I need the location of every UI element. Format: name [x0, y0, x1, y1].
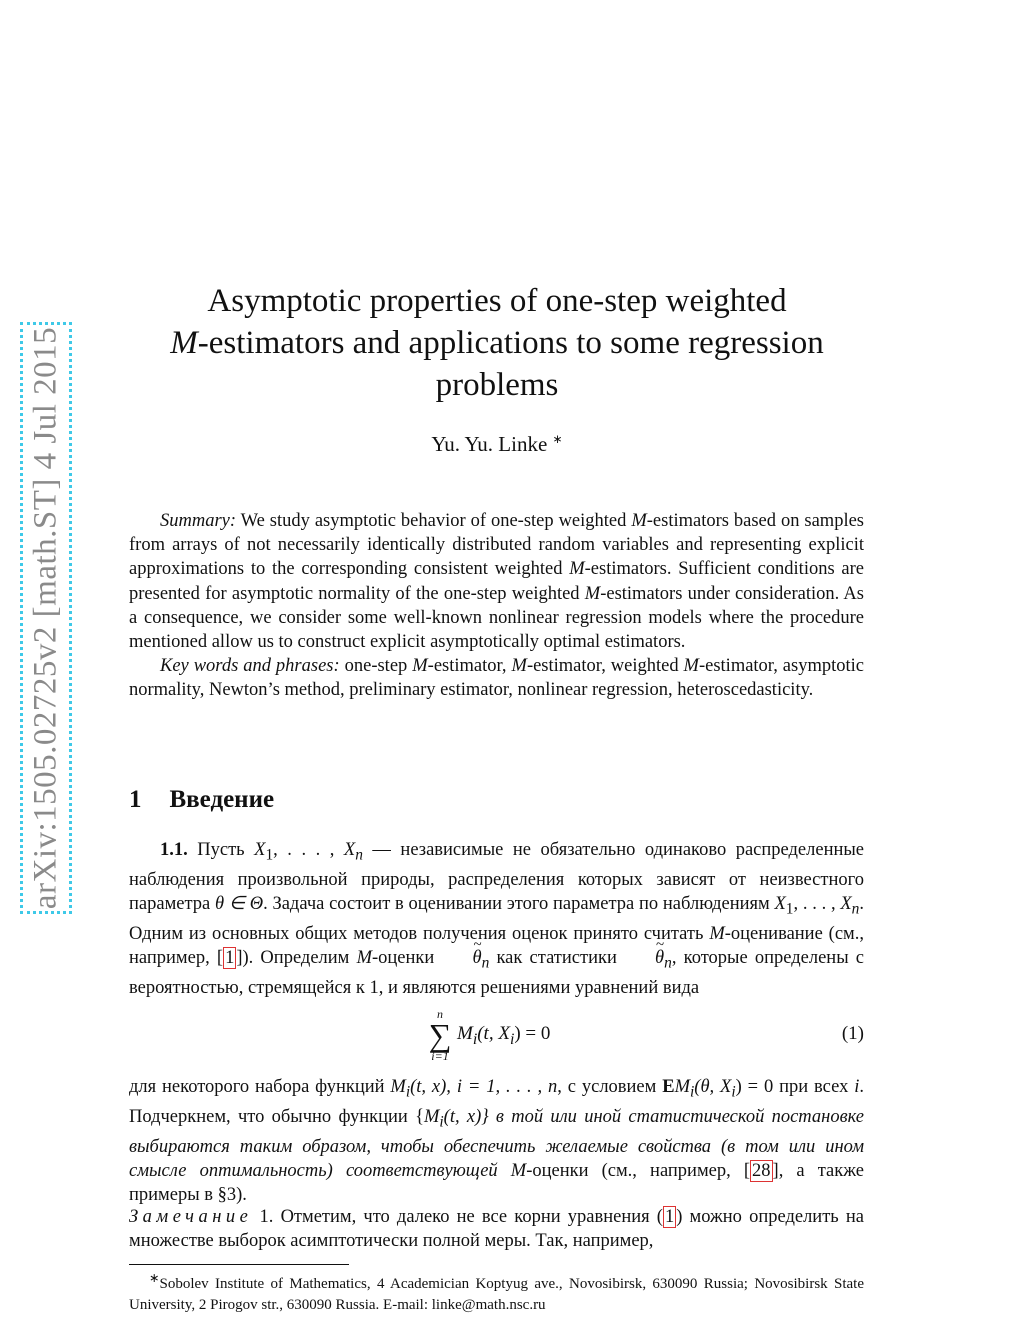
abstract: [129, 509, 864, 703]
title-line-3: problems: [435, 367, 559, 403]
arxiv-identifier: [20, 322, 72, 914]
footnote-rule: [129, 1264, 349, 1265]
section-heading: 1 Введение: [129, 786, 275, 813]
keywords-paragraph: Key words and phrases: one-step M-estimator, M-estimator, weighted M-estimator, asymptotic normality, Newton’s method, preliminary estimator, nonlinear regression, heteroscedasticity.: [129, 656, 864, 701]
arxiv-id-text: arXiv:1505.02725v2 [math.ST] 4 Jul 2015: [27, 326, 64, 910]
title-line-2: M-estimators and applications to some regression: [170, 325, 824, 361]
equation-link[interactable]: 1: [664, 1207, 675, 1227]
remark-paragraph: Замечание 1. Отметим, что далеко не все корни уравнения ( 1 ) можно определить на множестве выборок асимптотически полной меры. Так, например,: [129, 1207, 864, 1252]
intro-paragraph: 1.1. Пусть $X_1$, . . . , $X_n$ — независимые не обязательно одинаково распределенные наблюдения произвольной природы, распределения которых зависят от неизвестного параметра θ ∈ Θ. Задача состоит в оценивании этого параметра по наблюдениям $X_1$, . . . , $X_n$. Одним из основных общих методов получения оценок принято считать M-оценивание (см., например, [ 1 ]). Определим M-оценки ~ $\theta_n$ как статистики ~ $\theta_n$, которые определены с вероятностью, стремящейся к 1, и являются решениями уравнений вида: [129, 838, 864, 1000]
title-line-1: Asymptotic properties of one-step weighted: [207, 283, 787, 319]
citation-link[interactable]: 28: [752, 1160, 771, 1181]
body-paragraph-2: для некоторого набора функций $M_i(t$, x), i = 1, . . . , n, с условием $EM_i(\theta$, $X_i) = 0$ при всех i. Подчеркнем, что обычно функции {$M_i(t$, x)} в той или иной статистической постановке выбираются таким образом, чтобы обеспечить желаемые свойства (в том или ином смысле оптимальность) соответствующей M-оценки (см., например, [ 28 ], а также примеры в §3).: [129, 1077, 865, 1206]
citation-link[interactable]: 1: [225, 948, 235, 969]
paper-title: [130, 280, 864, 406]
equation-label: (1): [841, 1023, 864, 1044]
equation-1: n ∑ i=1 $M_i(t$, $X_i) = 0$ (1): [428, 1007, 864, 1063]
footnote: ∗Sobolev Institute of Mathematics, 4 Academician Koptyug ave., Novosibirsk, 630090 Russia; Novosibirsk State University, 2 Pirogov str., 630090 Russia. E-mail: linke@math.nsc.ru: [129, 1271, 864, 1313]
author: Yu. Yu. Linke ∗: [431, 432, 563, 456]
summary-paragraph: Summary: We study asymptotic behavior of one-step weighted M-estimators based on samples from arrays of not necessarily identically distributed random variables and representing explicit approximations to the corresponding consistent weighted M-estimators. Sufficient conditions are presented for asymptotic normality of the one-step weighted M-estimators under consideration. As a consequence, we consider some well-known nonlinear regression models where the procedure mentioned allow us to construct explicit asymptotically optimal estimators.: [129, 511, 864, 653]
